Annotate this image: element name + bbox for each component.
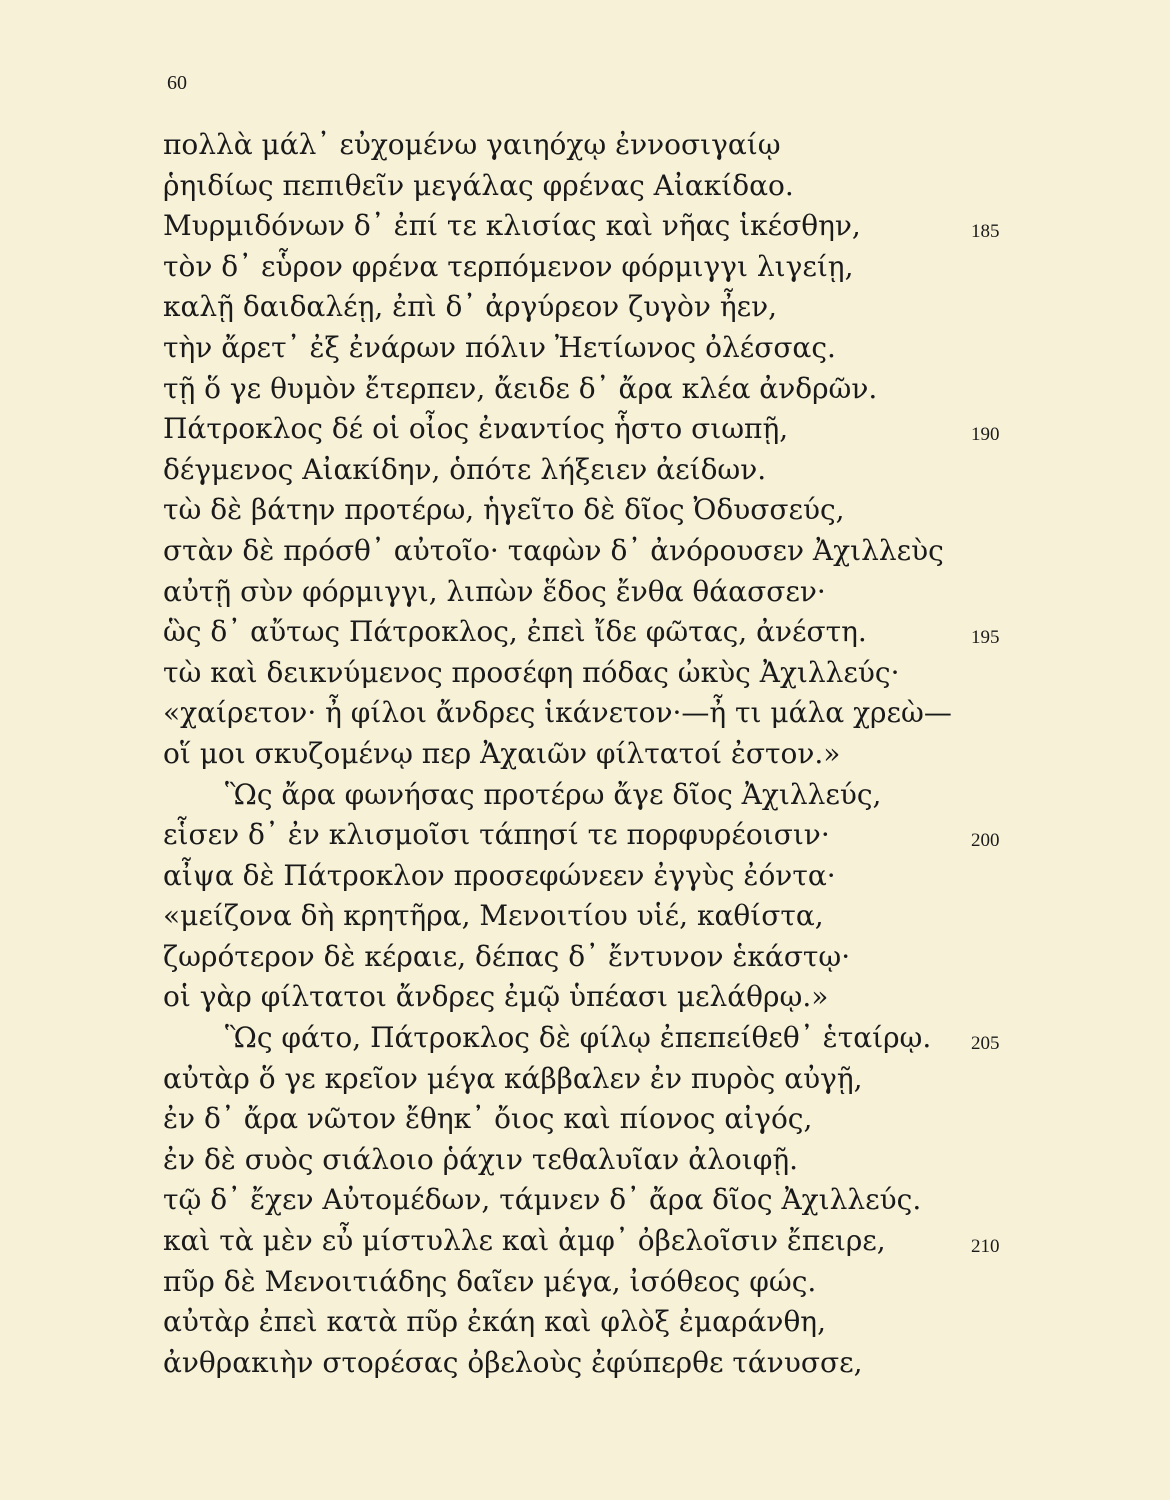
verse-text: Πάτροκλος δέ οἱ οἶος ἐναντίος ἧστο σιωπῇ, [163,412,789,446]
verse-line [163,409,1013,450]
verse-line [163,490,1013,531]
verse-text: «χαίρετον· ἦ φίλοι ἄνδρες ἱκάνετον·—ἦ τι μάλα χρεὼ— [163,696,952,730]
verse-line [163,369,1013,410]
verse-text: αἶψα δὲ Πάτροκλον προσεφώνεεν ἐγγὺς ἐόντα· [163,858,836,892]
verse-line [163,612,1013,653]
verse-line [163,693,1013,734]
verse-text: στὰν δὲ πρόσθ᾽ αὐτοῖο· ταφὼν δ᾽ ἀνόρουσεν Ἀχιλλεὺς [163,533,944,567]
line-number: 200 [971,830,1000,852]
verse-text: δέγμενος Αἰακίδην, ὁπότε λήξειεν ἀείδων. [163,452,767,486]
verse-line [163,125,1013,166]
verse-line [163,531,1013,572]
line-number: 185 [971,221,1000,243]
verse-text: τὸν δ᾽ εὗρον φρένα τερπόμενον φόρμιγγι λιγείῃ, [163,249,854,283]
verse-text: ἐν δὲ συὸς σιάλοιο ῥάχιν τεθαλυῖαν ἀλοιφῇ. [163,1142,798,1176]
verse-text: «μείζονα δὴ κρητῆρα, Μενοιτίου υἱέ, καθίστα, [163,899,824,933]
verse-text: ὣς δ᾽ αὔτως Πάτροκλος, ἐπεὶ ἴδε φῶτας, ἀνέστη. [163,615,867,649]
verse-line [163,1262,1013,1303]
verse-line [163,1343,1013,1384]
verse-text: ζωρότερον δὲ κέραιε, δέπας δ᾽ ἔντυνον ἑκάστῳ· [163,939,851,973]
line-number: 205 [971,1033,1000,1055]
verse-line [163,328,1013,369]
verse-text: τὴν ἄρετ᾽ ἐξ ἐνάρων πόλιν Ἠετίωνος ὀλέσσας. [163,330,836,364]
verse-line [163,1099,1013,1140]
verse-text: καὶ τὰ μὲν εὖ μίστυλλε καὶ ἀμφ᾽ ὀβελοῖσιν ἔπειρε, [163,1224,886,1258]
verse-line [163,815,1013,856]
verse-text: οἵ μοι σκυζομένῳ περ Ἀχαιῶν φίλτατοί ἐστον.» [163,736,841,770]
verse-line [163,937,1013,978]
verse-text: οἱ γὰρ φίλτατοι ἄνδρες ἐμῷ ὑπέασι μελάθρῳ.» [163,980,829,1014]
verse-line [163,1221,1013,1262]
verse-line [163,206,1013,247]
verse-text: Ὣς φάτο, Πάτροκλος δὲ φίλῳ ἐπεπείθεθ᾽ ἑταίρῳ. [225,1021,932,1055]
verse-text: αὐτὰρ ὅ γε κρεῖον μέγα κάββαλεν ἐν πυρὸς αὐγῇ, [163,1061,863,1095]
verse-line [163,1180,1013,1221]
verse-line [163,653,1013,694]
verse-text: εἷσεν δ᾽ ἐν κλισμοῖσι τάπησί τε πορφυρέοισιν· [163,818,830,852]
verse-line [163,856,1013,897]
verse-text: αὐτὰρ ἐπεὶ κατὰ πῦρ ἐκάη καὶ φλὸξ ἐμαράνθη, [163,1305,826,1339]
verse-text: πολλὰ μάλ᾽ εὐχομένω γαιηόχῳ ἐννοσιγαίῳ [163,128,781,161]
verse-text: ῥηιδίως πεπιθεῖν μεγάλας φρένας Αἰακίδαο. [163,168,794,202]
verse-line [163,1059,1013,1100]
verse-text: ἀνθρακιὴν στορέσας ὀβελοὺς ἐφύπερθε τάνυσσε, [163,1345,863,1379]
verse-block [163,125,1013,1383]
page-number: 60 [167,72,187,94]
verse-text: τῷ δ᾽ ἔχεν Αὐτομέδων, τάμνεν δ᾽ ἄρα δῖος Ἀχιλλεύς. [163,1183,922,1217]
verse-line [163,1302,1013,1343]
verse-text: καλῇ δαιδαλέῃ, ἐπὶ δ᾽ ἀργύρεον ζυγὸν ἦεν, [163,290,778,324]
verse-text: Μυρμιδόνων δ᾽ ἐπί τε κλισίας καὶ νῆας ἱκέσθην, [163,209,861,243]
verse-text: τῇ ὅ γε θυμὸν ἔτερπεν, ἄειδε δ᾽ ἄρα κλέα ἀνδρῶν. [163,371,878,405]
verse-line [163,247,1013,288]
verse-line [163,1018,1013,1059]
verse-text: τὼ καὶ δεικνύμενος προσέφη πόδας ὠκὺς Ἀχιλλεύς· [163,655,900,689]
verse-line [163,1140,1013,1181]
verse-line [163,977,1013,1018]
verse-line [163,734,1013,775]
verse-line [163,896,1013,937]
line-number: 195 [971,627,1000,649]
line-number: 190 [971,424,1000,446]
verse-text: πῦρ δὲ Μενοιτιάδης δαῖεν μέγα, ἰσόθεος φώς. [163,1264,817,1298]
verse-text: ἐν δ᾽ ἄρα νῶτον ἔθηκ᾽ ὄιος καὶ πίονος αἰγός, [163,1102,813,1136]
verse-text: αὐτῇ σὺν φόρμιγγι, λιπὼν ἕδος ἔνθα θάασσεν· [163,574,826,608]
verse-text: τὼ δὲ βάτην προτέρω, ἡγεῖτο δὲ δῖος Ὀδυσσεύς, [163,493,845,527]
verse-line [163,287,1013,328]
line-number: 210 [971,1236,1000,1258]
verse-text: Ὣς ἄρα φωνήσας προτέρω ἄγε δῖος Ἀχιλλεύς, [225,777,882,811]
verse-line [163,166,1013,207]
verse-line [163,572,1013,613]
verse-line [163,775,1013,816]
verse-line [163,450,1013,491]
